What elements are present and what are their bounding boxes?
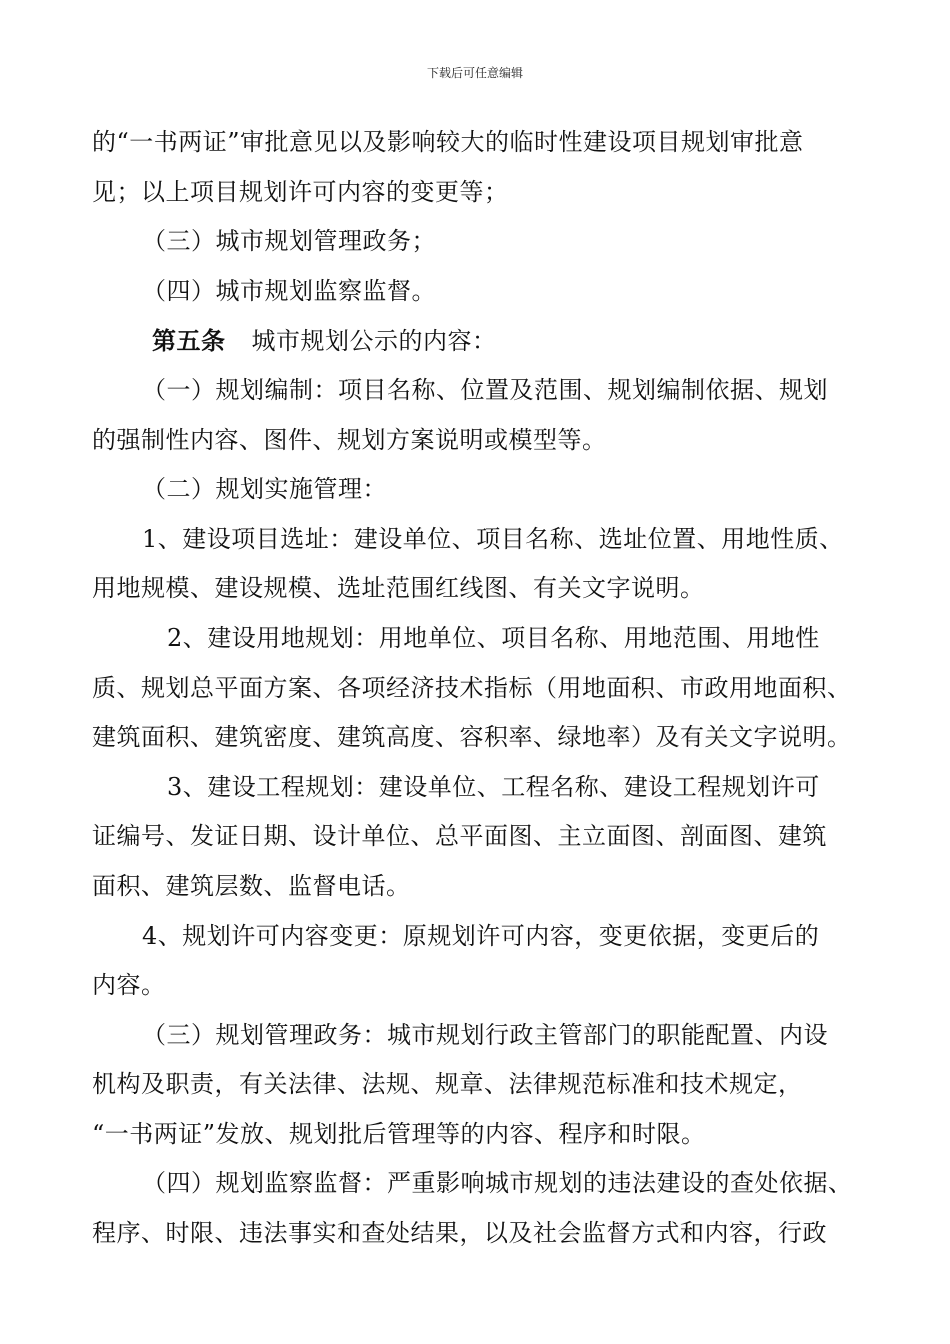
paragraph-line: 程序、时限、违法事实和查处结果，以及社会监督方式和内容，行政 [92, 1219, 827, 1248]
paragraph-line: 3、建设工程规划：建设单位、工程名称、建设工程规划许可 [167, 772, 820, 801]
paragraph-line: 证编号、发证日期、设计单位、总平面图、主立面图、剖面图、建筑 [92, 822, 827, 851]
paragraph-line: 建筑面积、建筑密度、建筑高度、容积率、绿地率）及有关文字说明。 [92, 723, 852, 752]
paragraph-line: （一）规划编制：项目名称、位置及范围、规划编制依据、规划 [142, 375, 828, 404]
paragraph-line: 1、建设项目选址：建设单位、项目名称、选址位置、用地性质、 [142, 524, 844, 553]
paragraph-line: 质、规划总平面方案、各项经济技术指标（用地面积、市政用地面积、 [92, 673, 852, 702]
article-heading [92, 316, 882, 366]
paragraph-line: （四）规划监察监督：严重影响城市规划的违法建设的查处依据、 [142, 1169, 853, 1198]
paragraph-line: 2、建设用地规划：用地单位、项目名称、用地范围、用地性 [167, 623, 820, 652]
paragraph-line: （三）规划管理政务：城市规划行政主管部门的职能配置、内设 [142, 1020, 828, 1049]
paragraph-line: （三）城市规划管理政务； [142, 227, 436, 256]
paragraph-line: （二）规划实施管理： [142, 475, 387, 504]
paragraph-line: 用地规模、建设规模、选址范围红线图、有关文字说明。 [92, 574, 705, 603]
paragraph-line: （四）城市规划监察监督。 [142, 276, 436, 305]
paragraph-line: 面积、建筑层数、监督电话。 [92, 871, 411, 900]
page-header: 下载后可任意编辑 [426, 66, 523, 80]
article-number: 第五条 [152, 326, 226, 356]
paragraph-line: “一书两证”发放、规划批后管理等的内容、程序和时限。 [92, 1119, 706, 1148]
article-title: 城市规划公示的内容： [251, 327, 497, 356]
paragraph-line: 的“一书两证”审批意见以及影响较大的临时性建设项目规划审批意 [92, 128, 804, 156]
paragraph-line: 机构及职责，有关法律、法规、规章、法律规范标准和技术规定， [92, 1070, 803, 1099]
paragraph-line: 内容。 [92, 971, 166, 1000]
paragraph-line: 的强制性内容、图件、规划方案说明或模型等。 [92, 425, 607, 454]
document-body [92, 118, 882, 1259]
paragraph-line: 4、规划许可内容变更：原规划许可内容，变更依据，变更后的 [142, 921, 820, 950]
paragraph-line: 见；以上项目规划许可内容的变更等； [92, 177, 509, 206]
